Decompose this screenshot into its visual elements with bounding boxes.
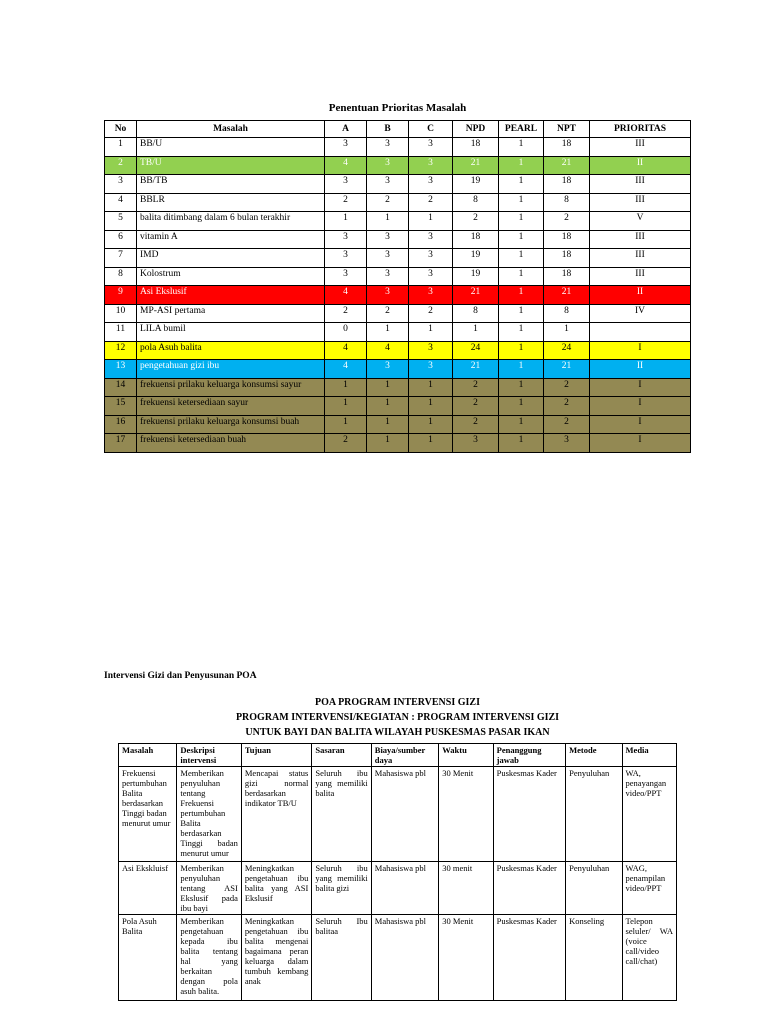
priority-cell: 3 — [325, 138, 367, 157]
poa-cell: WA, penayangan video/PPT — [622, 767, 676, 862]
priority-cell: 1 — [325, 378, 367, 397]
priority-cell: 2 — [325, 434, 367, 453]
priority-cell: 3 — [105, 175, 137, 194]
poa-cell: Mahasiswa pbl — [371, 915, 438, 1001]
priority-cell-masalah: pengetahuan gizi ibu — [137, 360, 325, 379]
priority-cell: 8 — [105, 267, 137, 286]
priority-cell: II — [590, 286, 691, 305]
priority-cell — [590, 323, 691, 342]
priority-cell: 1 — [499, 212, 544, 231]
priority-cell-masalah: BB/TB — [137, 175, 325, 194]
poa-header-cell: Metode — [566, 744, 622, 767]
poa-cell: Frekuensi pertumbuhan Balita berdasarkan Tinggi badan menurut umur — [119, 767, 177, 862]
priority-table — [104, 120, 691, 453]
priority-cell: 1 — [499, 156, 544, 175]
poa-cell: Meningkatkan pengetahuan ibu balita mengenai bagaimana peran keluarga dalam tumbuh kembang anak — [241, 915, 312, 1001]
priority-cell: 14 — [105, 378, 137, 397]
priority-cell: 1 — [453, 323, 499, 342]
poa-cell: WAG, penampilan video/PPT — [622, 862, 676, 915]
poa-cell: Seluruh ibu yang memiliki balita — [312, 767, 371, 862]
priority-cell: 21 — [453, 360, 499, 379]
priority-cell: 2 — [544, 397, 590, 416]
priority-cell: 3 — [367, 175, 409, 194]
priority-cell: 21 — [544, 286, 590, 305]
poa-title-line-2: PROGRAM INTERVENSI/KEGIATAN : PROGRAM INTERVENSI GIZI — [235, 712, 560, 723]
poa-cell: Konseling — [566, 915, 622, 1001]
priority-row — [105, 434, 691, 453]
priority-cell: 2 — [325, 193, 367, 212]
priority-cell: 3 — [409, 138, 453, 157]
priority-cell: 11 — [105, 323, 137, 342]
priority-cell: 1 — [499, 341, 544, 360]
priority-cell: 1 — [499, 286, 544, 305]
priority-cell: 4 — [367, 341, 409, 360]
priority-row — [105, 212, 691, 231]
priority-cell: 2 — [453, 397, 499, 416]
priority-cell: 1 — [544, 323, 590, 342]
priority-cell: 2 — [453, 378, 499, 397]
priority-cell: 4 — [105, 193, 137, 212]
poa-header-cell: Waktu — [439, 744, 493, 767]
priority-cell: 2 — [409, 304, 453, 323]
priority-cell: 24 — [453, 341, 499, 360]
priority-cell: 2 — [544, 378, 590, 397]
priority-cell: 1 — [499, 434, 544, 453]
priority-cell: 1 — [499, 360, 544, 379]
priority-row — [105, 193, 691, 212]
priority-row — [105, 378, 691, 397]
poa-cell: Meningkatkan pengetahuan ibu balita yang ASI Ekslusif — [241, 862, 312, 915]
priority-row — [105, 230, 691, 249]
priority-row — [105, 286, 691, 305]
poa-header-cell: Biaya/sumber daya — [371, 744, 438, 767]
priority-cell: 1 — [325, 212, 367, 231]
priority-cell: 7 — [105, 249, 137, 268]
priority-row — [105, 304, 691, 323]
priority-header-cell: B — [367, 121, 409, 138]
priority-header-cell: NPT — [544, 121, 590, 138]
poa-row — [119, 915, 677, 1001]
priority-header-row — [105, 121, 691, 138]
poa-cell: Memberikan penyuluhan tentang ASI Ekslusif pada ibu bayi — [177, 862, 241, 915]
priority-cell: 21 — [453, 156, 499, 175]
priority-cell: III — [590, 230, 691, 249]
priority-row — [105, 175, 691, 194]
poa-cell: Telepon seluler/ WA (voice call/video call/chat) — [622, 915, 676, 1001]
priority-cell: I — [590, 434, 691, 453]
priority-cell: 1 — [409, 212, 453, 231]
priority-cell: 3 — [409, 230, 453, 249]
priority-header-cell: PRIORITAS — [590, 121, 691, 138]
priority-cell: II — [590, 156, 691, 175]
intervention-section-heading: Intervensi Gizi dan Penyusunan POA — [104, 671, 257, 681]
priority-cell: 8 — [453, 193, 499, 212]
priority-cell: 13 — [105, 360, 137, 379]
poa-cell: Puskesmas Kader — [493, 767, 566, 862]
priority-cell: 1 — [105, 138, 137, 157]
priority-cell: IV — [590, 304, 691, 323]
priority-cell: 2 — [544, 415, 590, 434]
priority-cell: 1 — [325, 397, 367, 416]
poa-cell: Mencapai status gizi normal berdasarkan indikator TB/U — [241, 767, 312, 862]
poa-cell: 30 Menit — [439, 767, 493, 862]
poa-header-cell: Masalah — [119, 744, 177, 767]
priority-row — [105, 397, 691, 416]
priority-cell: 3 — [409, 267, 453, 286]
priority-cell: III — [590, 267, 691, 286]
priority-cell: 0 — [325, 323, 367, 342]
priority-cell: 19 — [453, 249, 499, 268]
priority-cell: II — [590, 360, 691, 379]
poa-cell: Seluruh ibu yang memiliki balita gizi — [312, 862, 371, 915]
priority-row — [105, 138, 691, 157]
priority-cell: 2 — [367, 193, 409, 212]
priority-cell: 3 — [325, 175, 367, 194]
priority-cell: 9 — [105, 286, 137, 305]
priority-cell: 3 — [367, 156, 409, 175]
poa-title-line-1: POA PROGRAM INTERVENSI GIZI — [315, 697, 480, 708]
priority-cell: 1 — [367, 323, 409, 342]
priority-cell: 3 — [367, 230, 409, 249]
priority-cell: 2 — [544, 212, 590, 231]
priority-cell: 3 — [367, 267, 409, 286]
priority-cell: 2 — [453, 415, 499, 434]
priority-cell: 4 — [325, 156, 367, 175]
poa-cell: Penyuluhan — [566, 862, 622, 915]
priority-cell: 5 — [105, 212, 137, 231]
priority-header-cell: A — [325, 121, 367, 138]
priority-cell: 1 — [499, 304, 544, 323]
poa-table-body — [119, 767, 677, 1001]
priority-cell: III — [590, 138, 691, 157]
priority-cell: 1 — [409, 434, 453, 453]
priority-cell: 10 — [105, 304, 137, 323]
priority-cell: 3 — [409, 286, 453, 305]
priority-cell: 4 — [325, 360, 367, 379]
priority-cell: 19 — [453, 267, 499, 286]
priority-cell: 3 — [367, 360, 409, 379]
priority-cell: 1 — [325, 415, 367, 434]
poa-header-cell: Tujuan — [241, 744, 312, 767]
priority-cell: 3 — [409, 360, 453, 379]
poa-row — [119, 767, 677, 862]
priority-cell: 1 — [367, 415, 409, 434]
priority-cell-masalah: LILA bumil — [137, 323, 325, 342]
priority-cell: 21 — [453, 286, 499, 305]
priority-header-cell: NPD — [453, 121, 499, 138]
priority-cell: I — [590, 415, 691, 434]
priority-cell-masalah: MP-ASI pertama — [137, 304, 325, 323]
priority-cell: 3 — [409, 156, 453, 175]
priority-cell-masalah: pola Asuh balita — [137, 341, 325, 360]
priority-cell: 3 — [544, 434, 590, 453]
priority-cell-masalah: BB/U — [137, 138, 325, 157]
priority-cell: 1 — [499, 230, 544, 249]
priority-cell: I — [590, 341, 691, 360]
priority-row — [105, 360, 691, 379]
priority-cell: 2 — [325, 304, 367, 323]
priority-cell-masalah: frekuensi prilaku keluarga konsumsi sayur — [137, 378, 325, 397]
poa-table — [118, 743, 677, 1001]
priority-cell: I — [590, 378, 691, 397]
priority-cell: 17 — [105, 434, 137, 453]
priority-cell: 3 — [453, 434, 499, 453]
priority-cell: 4 — [325, 341, 367, 360]
priority-cell: 1 — [367, 434, 409, 453]
priority-cell: 19 — [453, 175, 499, 194]
poa-header-cell: Media — [622, 744, 676, 767]
priority-cell: V — [590, 212, 691, 231]
priority-cell: III — [590, 249, 691, 268]
priority-cell-masalah: BBLR — [137, 193, 325, 212]
poa-cell: Asi Ekskluisf — [119, 862, 177, 915]
priority-cell: 8 — [453, 304, 499, 323]
poa-cell: Mahasiswa pbl — [371, 862, 438, 915]
poa-cell: Puskesmas Kader — [493, 915, 566, 1001]
priority-row — [105, 249, 691, 268]
priority-cell: 1 — [499, 415, 544, 434]
priority-cell: 18 — [453, 230, 499, 249]
poa-title-line-3: UNTUK BAYI DAN BALITA WILAYAH PUSKESMAS PASAR IKAN — [245, 727, 550, 738]
priority-cell: 2 — [453, 212, 499, 231]
priority-cell: 2 — [409, 193, 453, 212]
priority-cell: 1 — [499, 323, 544, 342]
poa-cell: Memberikan penyuluhan tentang Frekuensi pertumbuhan Balita berdasarkan Tinggi badan menurut umur — [177, 767, 241, 862]
priority-cell: 1 — [409, 378, 453, 397]
priority-cell-masalah: frekuensi prilaku keluarga konsumsi buah — [137, 415, 325, 434]
priority-cell-masalah: TB/U — [137, 156, 325, 175]
priority-cell: 21 — [544, 156, 590, 175]
priority-cell-masalah: Kolostrum — [137, 267, 325, 286]
priority-cell: 1 — [499, 397, 544, 416]
priority-cell-masalah: balita ditimbang dalam 6 bulan terakhir — [137, 212, 325, 231]
priority-cell: 3 — [409, 341, 453, 360]
poa-header-cell: Deskripsi intervensi — [177, 744, 241, 767]
priority-cell: 15 — [105, 397, 137, 416]
priority-cell-masalah: vitamin A — [137, 230, 325, 249]
priority-cell: I — [590, 397, 691, 416]
priority-cell-masalah: frekuensi ketersediaan buah — [137, 434, 325, 453]
priority-cell-masalah: IMD — [137, 249, 325, 268]
poa-cell: 30 menit — [439, 862, 493, 915]
priority-cell: 3 — [325, 249, 367, 268]
priority-cell: 21 — [544, 360, 590, 379]
priority-cell: 3 — [409, 175, 453, 194]
priority-cell: 1 — [367, 397, 409, 416]
priority-header-cell: C — [409, 121, 453, 138]
priority-cell: 1 — [409, 415, 453, 434]
poa-cell: Penyuluhan — [566, 767, 622, 862]
priority-cell: 1 — [499, 138, 544, 157]
poa-cell: 30 Menit — [439, 915, 493, 1001]
poa-header-cell: Penanggung jawab — [493, 744, 566, 767]
priority-row — [105, 341, 691, 360]
priority-cell: 3 — [325, 267, 367, 286]
priority-cell: 1 — [409, 323, 453, 342]
poa-cell: Memberikan pengetahuan kepada ibu balita tentang hal yang berkaitan dengan pola asuh balita. — [177, 915, 241, 1001]
priority-cell: 3 — [325, 230, 367, 249]
priority-cell: 18 — [544, 249, 590, 268]
priority-header-cell: No — [105, 121, 137, 138]
priority-cell: 24 — [544, 341, 590, 360]
priority-cell: 8 — [544, 304, 590, 323]
priority-row — [105, 323, 691, 342]
priority-cell: 3 — [367, 138, 409, 157]
poa-cell: Seluruh Ibu balitaa — [312, 915, 371, 1001]
priority-table-body — [105, 138, 691, 453]
poa-cell: Pola Asuh Balita — [119, 915, 177, 1001]
priority-row — [105, 156, 691, 175]
priority-cell: 1 — [499, 193, 544, 212]
priority-cell: 1 — [367, 212, 409, 231]
priority-cell: 6 — [105, 230, 137, 249]
priority-cell: III — [590, 175, 691, 194]
priority-cell: III — [590, 193, 691, 212]
poa-header-row — [119, 744, 677, 767]
priority-cell: 1 — [367, 378, 409, 397]
priority-cell: 18 — [453, 138, 499, 157]
priority-cell: 18 — [544, 230, 590, 249]
priority-cell: 18 — [544, 175, 590, 194]
priority-cell: 1 — [409, 397, 453, 416]
priority-cell: 16 — [105, 415, 137, 434]
priority-cell-masalah: Asi Ekslusif — [137, 286, 325, 305]
priority-table-title: Penentuan Prioritas Masalah — [328, 102, 467, 114]
priority-cell: 8 — [544, 193, 590, 212]
priority-cell: 3 — [367, 286, 409, 305]
priority-cell: 3 — [409, 249, 453, 268]
priority-cell: 2 — [105, 156, 137, 175]
poa-row — [119, 862, 677, 915]
priority-header-cell: PEARL — [499, 121, 544, 138]
priority-cell: 1 — [499, 249, 544, 268]
priority-header-cell: Masalah — [137, 121, 325, 138]
priority-cell: 1 — [499, 175, 544, 194]
priority-row — [105, 415, 691, 434]
priority-cell: 1 — [499, 378, 544, 397]
priority-cell: 18 — [544, 267, 590, 286]
priority-cell: 12 — [105, 341, 137, 360]
priority-cell: 1 — [499, 267, 544, 286]
priority-cell: 4 — [325, 286, 367, 305]
poa-cell: Mahasiswa pbl — [371, 767, 438, 862]
priority-cell-masalah: frekuensi ketersediaan sayur — [137, 397, 325, 416]
priority-cell: 2 — [367, 304, 409, 323]
poa-header-cell: Sasaran — [312, 744, 371, 767]
priority-row — [105, 267, 691, 286]
poa-cell: Puskesmas Kader — [493, 862, 566, 915]
priority-cell: 18 — [544, 138, 590, 157]
priority-cell: 3 — [367, 249, 409, 268]
